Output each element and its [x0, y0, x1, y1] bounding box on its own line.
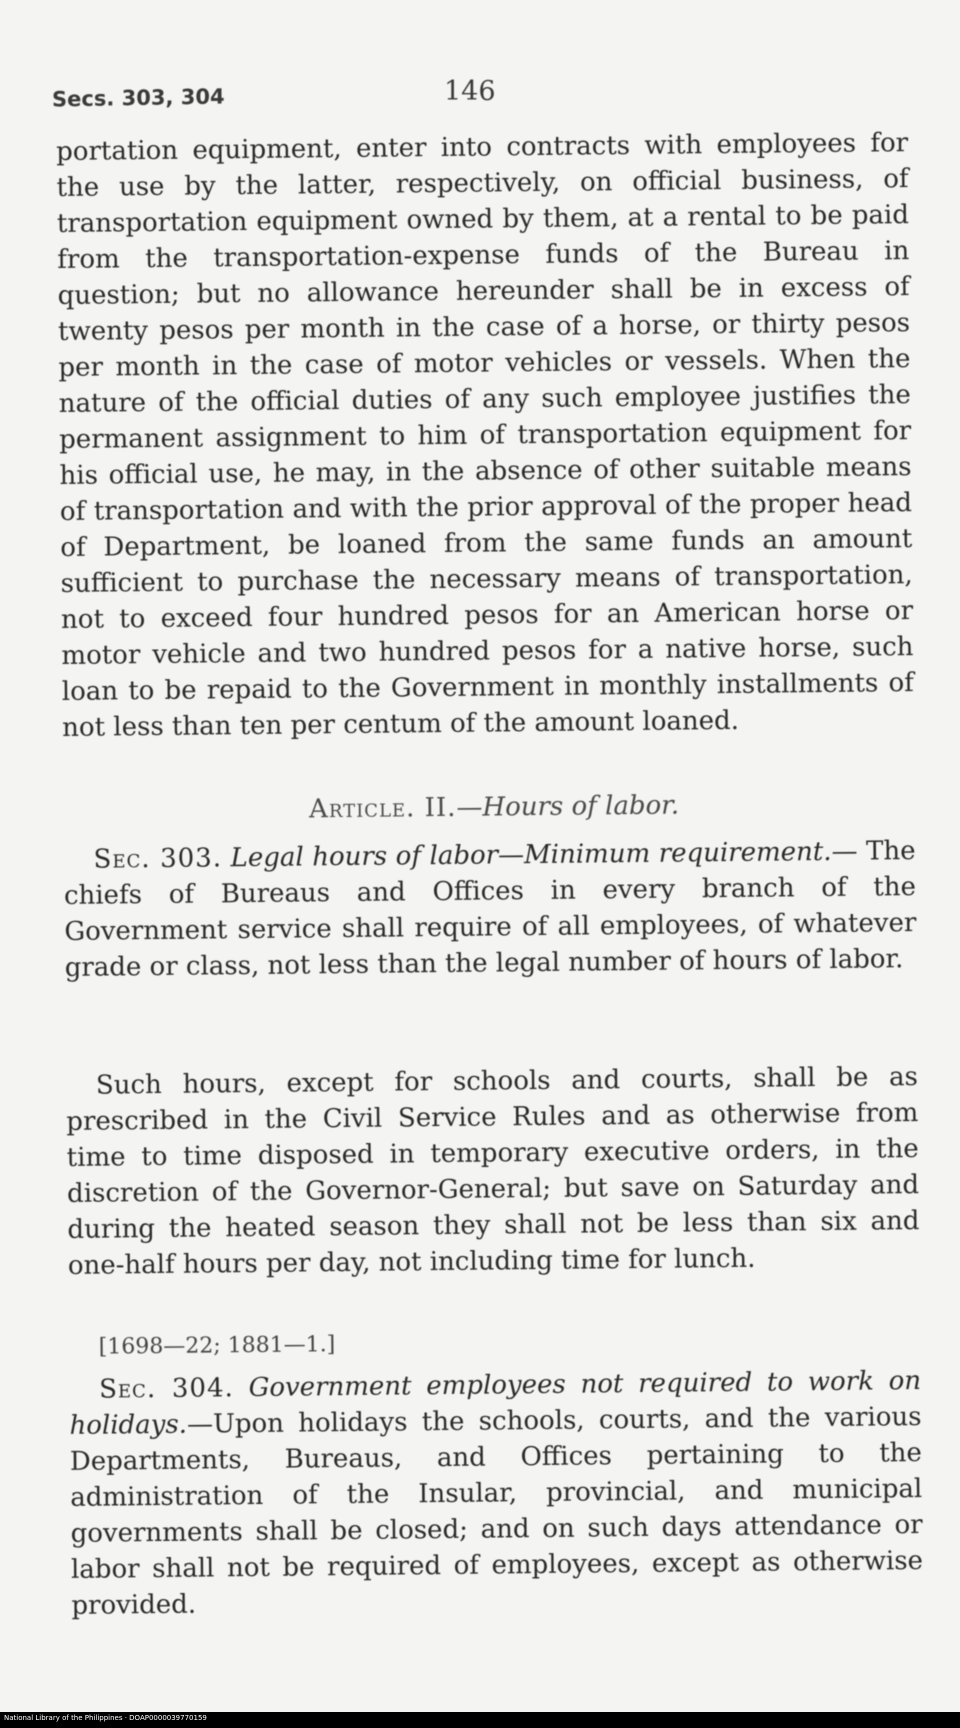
section-303: [63, 833, 917, 1058]
section-304-text: —Upon holidays the schools, courts, and the various Departments, Bureaus, and Offices pertaining to the administration of the Insular, provincial, and municipal governments shall be closed; and on such days attendance or labor shall not be required of employees, except as otherwise provided.: [69, 1402, 924, 1621]
article-heading: [63, 785, 915, 830]
section-304-number: Sec. 304.: [98, 1373, 234, 1405]
article-title: —Hours of labor.: [456, 790, 680, 823]
paragraph-continuation: portation equipment, enter into contracts with employees for the use by the latter, respectively, on official business, of transportation equipment owned by them, at a rental to be paid from the transportation-expense funds of the Bureau in question; but no allowance hereunder shall be in excess of twenty pesos per month in the case of a horse, or thirty pesos per month in the case of motor vehicles or vessels. When the nature of the official duties of any such employee justifies the permanent assignment to him of transportation equipment for his official use, he may, in the absence of other suitable means of transportation and with the prior approval of the proper head of Department, be loaned from the same funds an amount sufficient to purchase the necessary means of transportation, not to exceed four hundred pesos for an American horse or motor vehicle and two hundred pesos for a native horse, such loan to be repaid to the Government in monthly installments of not less than ten per centum of the amount loaned.: [56, 128, 914, 743]
section-303-heading: Legal hours of labor—Minimum requirement.—: [230, 836, 858, 874]
body-text: [56, 125, 924, 1660]
section-303-text: The chiefs of Bureaus and Offices in every branch of the Government service shall require of all employees, of whatever grade or class, not less than the legal number of hours of labor.: [63, 836, 917, 983]
scanner-footer-text: National Library of the Philippines · DOAP0000039770159: [4, 1714, 207, 1722]
section-303-paragraph-2: Such hours, except for schools and courts, shall be as prescribed in the Civil Service Rules and as otherwise from time to time disposed in temporary executive orders, in the discretion of the Governor-General; but save on Saturday and during the heated season they shall not be less than six and one-half hours per day, not including time for lunch.: [66, 1062, 920, 1281]
section-304-heading: Government employees not required to work on holidays.: [69, 1366, 922, 1441]
page-number: 146: [444, 76, 496, 107]
section-303-citation: [1698—22; 1881—1.]: [98, 1332, 336, 1360]
section-303-number: Sec. 303.: [93, 843, 223, 875]
running-head-sections: Secs. 303, 304: [52, 84, 225, 112]
article-label: Article. II.: [308, 792, 457, 825]
section-304: [69, 1363, 924, 1660]
